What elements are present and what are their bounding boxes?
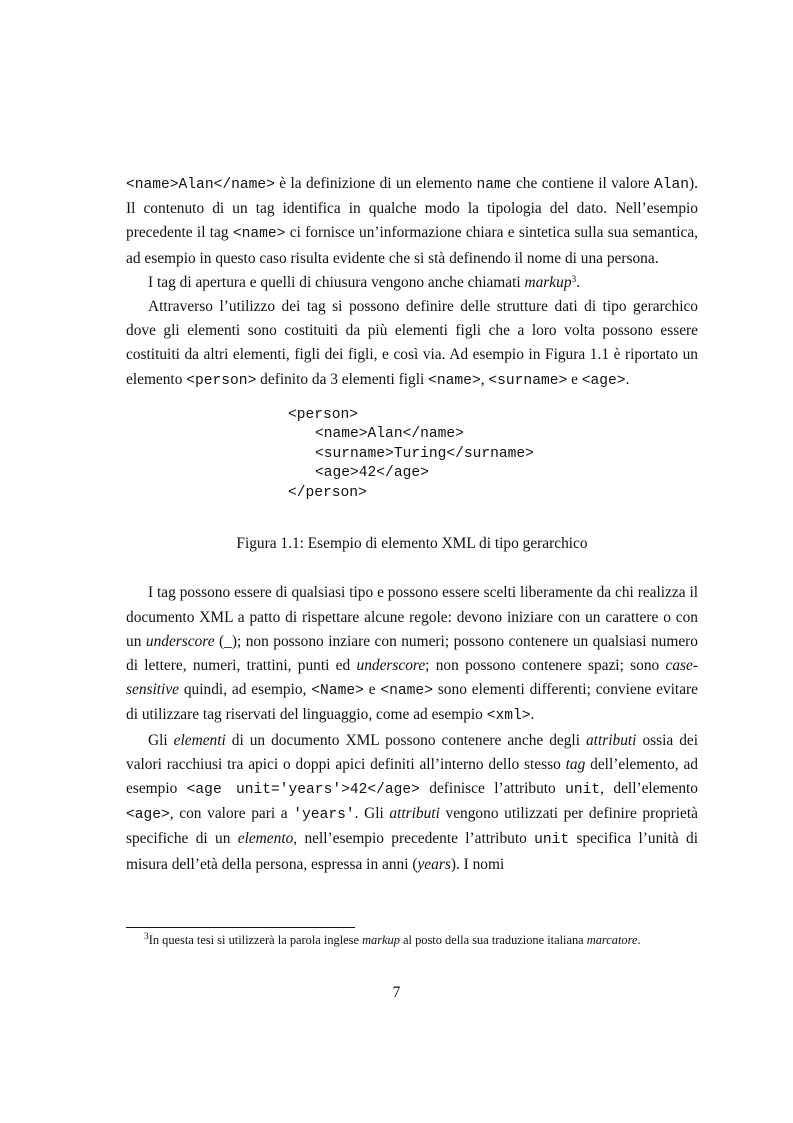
footnote-marker: 3 — [571, 274, 577, 285]
text-run: I tag possono essere di qualsiasi tipo e possono essere scelti liberamente da chi realizza il documento XML a patto di rispettare alcune regole: devono iniziare con un carattere o con un — [126, 584, 698, 650]
code-line-4: <age>42</age> — [315, 465, 429, 482]
emphasis: attributi — [585, 731, 637, 749]
text-run: . — [637, 933, 641, 947]
emphasis: markup — [362, 933, 400, 947]
code-inline: <age> — [581, 372, 626, 389]
text-run: al posto della sua traduzione italiana — [399, 933, 587, 947]
text-run: dell’elemento, ad esempio — [126, 755, 698, 797]
text-run: e — [567, 370, 582, 388]
text-run: ci fornisce un’informazione chiara e sintetica sulla sua semantica, ad esempio in questo caso risulta evidente che si stà definendo il nome di una persona. — [126, 224, 698, 267]
code-line-5: </person> — [288, 484, 367, 501]
paragraph-1 — [126, 172, 698, 271]
text-run: , con valore pari a — [169, 805, 294, 823]
paragraph-5 — [126, 729, 698, 877]
figure-caption: Figura 1.1: Esempio di elemento XML di tipo gerarchico — [236, 535, 588, 553]
page-body — [126, 172, 698, 877]
text-run: , — [480, 370, 489, 388]
text-run: Attraverso l’utilizzo dei tag si possono definire delle strutture dati di tipo gerarchico dove gli elementi sono costituiti da più elementi figli che a loro volta possono essere costituiti da altri elementi, figli dei figli, e così via. Ad esempio in Figura 1.1 è riportato un elemento — [126, 298, 698, 388]
code-inline: <name>Alan</name> — [126, 177, 275, 193]
text-run: specifica l’unità di misura dell’età della persona, espressa in anni ( — [126, 830, 698, 873]
code-inline: <name> — [232, 226, 286, 243]
code-inline: <xml> — [486, 708, 531, 725]
code-inline: <surname> — [488, 372, 568, 389]
emphasis: elementi — [173, 731, 226, 749]
emphasis: markup — [524, 273, 572, 291]
text-run: . — [625, 370, 630, 388]
paragraph-4 — [126, 581, 698, 728]
code-line-1: <person> — [288, 406, 359, 423]
code-inline: unit — [534, 832, 570, 849]
emphasis: attributi — [389, 805, 440, 823]
page-number: 7 — [392, 984, 401, 1001]
text-run: quindi, ad esempio, — [179, 681, 312, 699]
text-run: che contiene il valore — [511, 175, 654, 192]
text-run: , dell’elemento — [600, 779, 699, 797]
code-inline: <age> — [126, 807, 170, 824]
text-run: Gli — [148, 731, 174, 749]
footnote-marker: 3 — [144, 932, 149, 942]
figure-1-1 — [126, 406, 698, 504]
emphasis: underscore — [145, 632, 215, 650]
text-run: ). I nomi — [450, 855, 505, 873]
text-run: definito da 3 elementi figli — [256, 370, 429, 388]
text-run: . — [530, 706, 535, 724]
code-inline: Alan — [654, 177, 690, 193]
text-run: In questa tesi si utilizzerà la parola inglese — [148, 933, 363, 947]
text-run: I tag di apertura e quelli di chiusura vengono anche chiamati — [148, 273, 525, 291]
code-inline: <Name> — [311, 683, 364, 700]
code-inline: <person> — [186, 372, 257, 389]
text-run: e — [363, 681, 381, 699]
code-inline: <name> — [380, 683, 433, 700]
text-run: sono elementi differenti; conviene evitare di utilizzare tag riservati del linguaggio, come ad esempio — [126, 681, 698, 724]
text-run: ). Il contenuto di un tag identifica in qualche modo la tipologia del dato. Nell’esempio precedente il tag — [126, 175, 699, 242]
text-run: , nell’esempio precedente l’attributo — [293, 830, 535, 848]
text-run: (_); non possono inziare con numeri; possono contenere un qualsiasi numero di lettere, numeri, trattini, punti ed — [126, 632, 698, 674]
text-run: vengono utilizzati per definire proprietà specifiche di un — [126, 805, 698, 848]
text-run: ossia dei valori racchiusi tra apici o doppi apici definiti all’interno dello stesso — [126, 731, 699, 773]
code-inline: unit — [565, 781, 601, 798]
code-inline: <age unit='years'>42</age> — [186, 781, 420, 798]
text-run: . Gli — [354, 805, 390, 823]
footnote-rule — [126, 927, 355, 928]
code-inline: 'years' — [293, 807, 355, 824]
code-inline: name — [476, 177, 512, 193]
emphasis: years — [417, 855, 451, 873]
code-inline: <name> — [428, 372, 481, 389]
emphasis: tag — [565, 755, 586, 773]
code-line-3: <surname>Turing</surname> — [315, 445, 534, 462]
footnote-3 — [126, 932, 698, 948]
text-run: definisce l’attributo — [419, 779, 566, 797]
paragraph-3 — [126, 295, 698, 393]
text-run: . — [576, 273, 581, 291]
emphasis: elemento — [237, 830, 294, 848]
text-run: ; non possono contenere spazi; sono — [425, 656, 666, 674]
emphasis: underscore — [356, 656, 426, 674]
emphasis: marcatore — [586, 933, 638, 947]
code-line-2: <name>Alan</name> — [315, 426, 464, 443]
paragraph-2 — [126, 271, 698, 295]
emphasis: case-sensitive — [126, 656, 698, 699]
text-run: di un documento XML possono contenere anche degli — [225, 731, 586, 749]
text-run: è la definizione di un elemento — [274, 175, 477, 192]
